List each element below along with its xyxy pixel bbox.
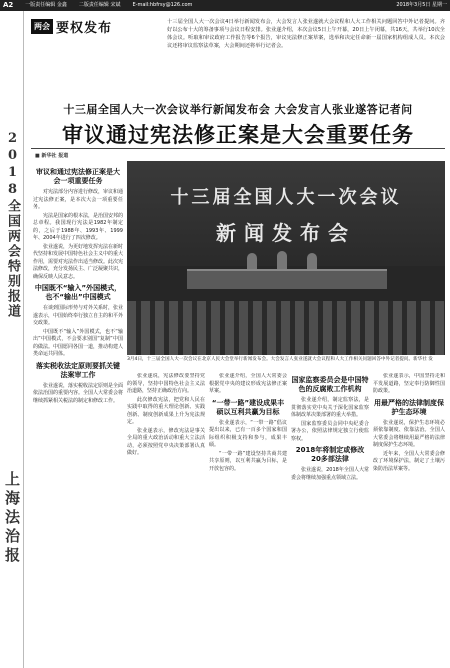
brand-name: 要权发布 bbox=[56, 21, 113, 36]
top-bar bbox=[0, 0, 450, 11]
paragraph: 近年来，全国人大常委会修改了环境保护法，制定了土壤污染防治法草案等。 bbox=[373, 450, 445, 472]
body-column-2 bbox=[209, 373, 287, 663]
sidebar bbox=[0, 11, 24, 668]
subhead: 审议和通过宪法修正案是大会一项重要任务 bbox=[36, 168, 120, 185]
left-column bbox=[33, 165, 123, 655]
banner-line-2: 新闻发布会 bbox=[216, 221, 356, 245]
headline: 审议通过宪法修正案是大会重要任务 bbox=[62, 122, 414, 147]
photo-audience bbox=[127, 301, 445, 355]
main-page bbox=[27, 11, 447, 668]
subhead: 国家监察委员会是中国特色的反腐败工作机构 bbox=[291, 376, 369, 393]
subhead: “一带一路”建设成果丰硕以互利共赢为目标 bbox=[211, 398, 285, 416]
paragraph: 张业遂说，落实税收法定原则是全面依法治国的重要内容。全国人大常委会将继续抓紧相关税法的制定和修改工作。 bbox=[33, 382, 123, 404]
paragraph: 张业遂表示，“一带一路”倡议提出以来，已有一百多个国家和国际组织积极支持和参与，成果丰硕。 bbox=[209, 419, 287, 448]
divider bbox=[31, 148, 445, 149]
body-column-3 bbox=[291, 373, 369, 663]
paragraph: 张业遂说，为更好地发挥宪法在新时代坚持和发展中国特色社会主义中的重大作用，需要对宪法作出适当修改。此次宪法修改，充分发扬民主、广泛凝聚共识，确保反映人民意志。 bbox=[33, 243, 123, 280]
section-brand bbox=[31, 18, 112, 35]
press-conference-photo bbox=[127, 161, 445, 355]
paragraph: 张业遂表示，修改宪法是事关全局的重大政治活动和重大立法活动，必须按照党中央决策部署认真做好。 bbox=[127, 427, 205, 456]
paragraph: 张业遂说，2018年全国人大常委会将继续加强重点领域立法。 bbox=[291, 467, 369, 481]
topbar-email: E-mail:hbfrsy@126.com bbox=[132, 2, 193, 8]
paragraph: 对宪法部分内容进行修改，审议和通过宪法修正案，是本次大会一项重要任务。 bbox=[33, 189, 123, 210]
byline: ■ 新华社 报道 bbox=[35, 153, 69, 159]
page-number: A2 bbox=[3, 1, 14, 9]
paragraph: 国家监察委员会同中央纪委合署办公，依照法律规定独立行使监察权。 bbox=[291, 420, 369, 442]
paragraph: 宪法是国家的根本法，是治国安邦的总章程。我国现行宪法是1982年制定的，之后于1988年、1993年、1999年、2004年进行了四次修改。 bbox=[33, 212, 123, 241]
subhead: 中国既不“输入”外国模式，也不“输出”中国模式 bbox=[34, 284, 122, 301]
paragraph: 张业遂说，保护生态环境必须依靠制度、依靠法治。全国人大常委会将继续用最严格的法律制度保护生态环境。 bbox=[373, 419, 445, 448]
subhead: 用最严格的法律制度保护生态环境 bbox=[374, 398, 444, 416]
subhead: 落实税收法定原则要抓关键法案审工作 bbox=[36, 361, 120, 379]
paragraph: 张业遂介绍，制定监察法，是贯彻落实党中央关于深化国家监察体制改革决策部署的重大举措。 bbox=[291, 397, 369, 418]
headline-kicker: 十三届全国人大一次会议举行新闻发布会 大会发言人张业遂答记者问 bbox=[63, 103, 413, 116]
topbar-item: 一版责任编辑 金鑫 bbox=[25, 2, 67, 8]
topbar-item: 二版责任编辑 宋斌 bbox=[78, 2, 121, 8]
sidebar-section-title: 2018全国两会特别报道 bbox=[5, 131, 20, 319]
lead-paragraph: 十三届全国人大一次会议4日举行新闻发布会，大会发言人张业遂就大会议程和人大工作相关问题回答中外记者提问。齐好以公布十大的筹备事项与会议日程安排。张业遂介绍，本次会议5日上午开幕，20日上午闭幕，共16天，共举行10次全体会议。听取和审议政府工作报告等6个报告，审议宪法修正案草案，选举和决定任命新一届国家机构组成人员。本次会议还将审议监察法草案，大会期间还将举行记者会。 bbox=[167, 19, 445, 49]
sidebar-masthead: 上海法治报 bbox=[3, 471, 21, 566]
photo-podium-table bbox=[187, 269, 387, 289]
photo-backdrop-banner bbox=[147, 183, 425, 246]
issue-date: 2018年3月5日 星期一 bbox=[396, 2, 447, 8]
paragraph: 此次修改宪法，把党和人民在实践中取得的重大理论创新、实践创新、制度创新成果上升为宪法规定。 bbox=[127, 396, 205, 425]
brand-box: 两会 bbox=[31, 19, 53, 34]
paragraph: 张业遂表示，中国坚持走和平发展道路，坚定奉行防御性国防政策。 bbox=[373, 373, 445, 394]
body-column-1 bbox=[127, 373, 205, 663]
paragraph: 张业遂说，宪法修改要坚持党的领导，坚持中国特色社会主义法治道路，坚持正确政治方向。 bbox=[127, 373, 205, 394]
body-column-4 bbox=[373, 373, 445, 663]
paragraph: 中国既不“输入”外国模式，也不“输出”中国模式，不会要求别国“复制”中国的做法。中国愿同各国一道，推动构建人类命运共同体。 bbox=[33, 328, 123, 357]
banner-line-1: 十三届全国人大一次会议 bbox=[170, 187, 402, 208]
paragraph: 在谈到国际形势与对外关系时，张业遂表示，中国始终奉行独立自主的和平外交政策。 bbox=[33, 305, 123, 326]
paragraph: “一带一路”建设坚持共商共建共享原则，以互利共赢为目标，是开放包容的。 bbox=[209, 450, 287, 472]
paragraph: 张业遂介绍，全国人大常委会根据党中央的建议形成宪法修正案草案。 bbox=[209, 373, 287, 394]
subhead: 2018年将制定或修改20多部法律 bbox=[295, 446, 365, 463]
photo-caption: 3月4日，十三届全国人大一次会议在北京人民大会堂举行新闻发布会。大会发言人张业遂就大会议程和人大工作相关问题回答中外记者提问。新华社 发 bbox=[127, 357, 433, 362]
